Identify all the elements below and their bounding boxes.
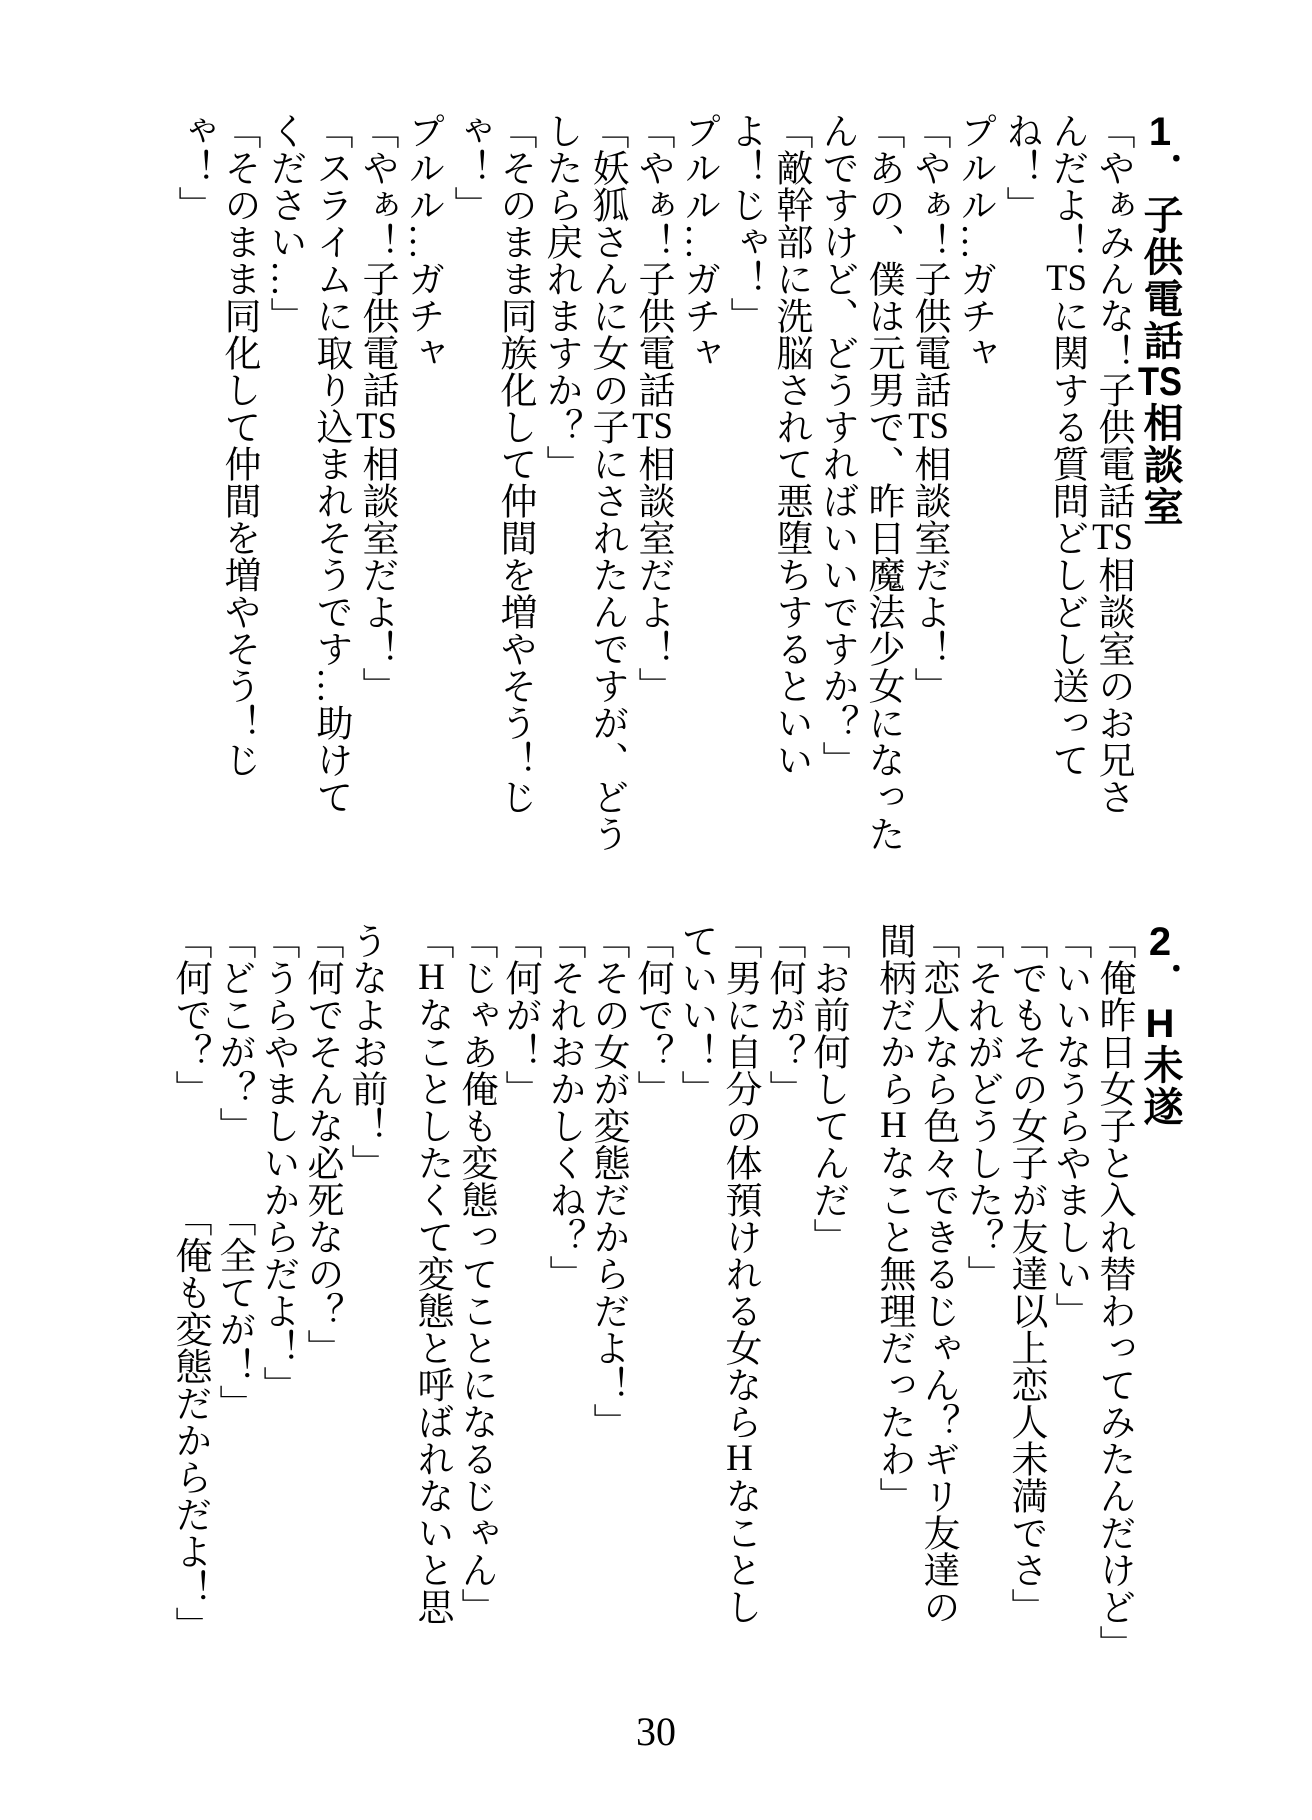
dialogue-line: 「そのまま同族化して仲間を増やそう！じ [494,112,535,815]
text-column [299,922,343,1716]
dialogue-line: ゃ！」 [448,112,489,223]
dialogue-line: 「何が！」 [499,922,540,1107]
text-column [255,922,299,1716]
text-column [721,112,767,914]
dialogue-line: んだよ！TSに関する質問どしどし送って [1046,112,1087,778]
text-column [767,112,813,914]
text-column [1003,922,1047,1716]
text-column [871,922,915,1716]
section-1-body [169,112,1135,914]
tatechuyoko-run: H [1145,1004,1175,1044]
tatechuyoko-run: H [418,959,445,996]
text-column [353,112,399,914]
dialogue-line: 「Hなことしたくて変態と呼ばれないと思 [411,922,452,1625]
text-column [675,112,721,914]
dialogue-line: 「スライムに取り込まれそうです…助けて [310,112,351,815]
dialogue-line: 「何でそんな必死なの？」 [301,922,342,1366]
dialogue-line: 「でもその女子が友達以上恋人未満でさ」 [1005,922,1046,1625]
text-column [169,112,215,914]
text-column [673,922,717,1716]
text-column [1089,112,1135,914]
section-2-title: 2．H未遂 [1138,922,1182,1128]
dialogue-line: したら戻れますか？」 [540,112,581,482]
dialogue-line: 「やぁ！子供電話TS相談室だよ！」 [356,112,397,704]
text-column [629,112,675,914]
text-column [585,922,629,1716]
text-column [583,112,629,914]
tatechuyoko-run: TS [1046,260,1087,297]
dialogue-line: ゃ！」 [172,112,213,223]
dialogue-line: 間柄だからHなこと無理だったわ」 [873,922,914,1514]
section-1 [169,112,1185,914]
dialogue-line: 「うらやましいからだよ！」 [257,922,298,1403]
text-column [1091,922,1135,1716]
text-column [453,922,497,1716]
dialogue-line: 「いいなうらやましい」 [1049,922,1090,1329]
text-column [761,922,805,1716]
text-column [399,112,445,914]
text-column [905,112,951,914]
text-column [541,922,585,1716]
tatechuyoko-run: H [726,1440,753,1477]
dialogue-line: 「妖狐さんに女の子にされたんですが、どう [586,112,627,852]
dialogue-line: 「恋人なら色々できるじゃん？ギリ友達の [917,922,958,1625]
dialogue-line: 「やぁ！子供電話TS相談室だよ！」 [632,112,673,704]
text-column [859,112,905,914]
text-column [445,112,491,914]
text-column [959,922,1003,1716]
dialogue-line: 「俺も変態だからだよ！」 [169,1218,210,1644]
dialogue-line: 「それおかしくね？」 [543,922,584,1292]
dialogue-line: 「男に自分の体預けれる女ならHなことし [719,922,760,1625]
text-column [261,112,307,914]
tatechuyoko-run: TS [356,408,397,445]
text-column [1047,922,1091,1716]
dialogue-line: んですけど、どうすればいいですか？」 [816,112,857,778]
dialogue-line: 「あの、僕は元男で、昨日魔法少女になった [862,112,903,852]
tatechuyoko-run: TS [632,408,673,445]
dialogue-line: 「やぁみんな！子供電話TS相談室のお兄さ [1092,112,1133,815]
text-column [307,112,353,914]
dialogue-line: 「全てが！」 [213,1218,254,1422]
dialogue-line: 「その女が変態だからだよ！」 [587,922,628,1440]
dialogue-line: 「何で？」 [631,922,672,1107]
dialogue-line: 「敵幹部に洗脳されて悪堕ちするといい [770,112,811,778]
text-column [409,922,453,1716]
tatechuyoko-run: 1 [1148,112,1172,152]
section-1-title: 1．子供電話TS相談室 [1138,112,1182,528]
text-column [167,922,211,1716]
dialogue-line: 「何で？」 [169,922,210,1107]
dialogue-line: よ！じゃ！」 [724,112,765,334]
text-column [211,922,255,1716]
text-column [997,112,1043,914]
text-column [805,922,849,1716]
dialogue-line: プルル…ガチャ [954,112,995,371]
text-column [343,922,387,1716]
text-column [537,112,583,914]
tatechuyoko-run: TS [908,408,949,445]
dialogue-line: 「じゃあ俺も変態ってことになるじゃん」 [455,922,496,1625]
tatechuyoko-run: TS [1092,519,1133,556]
tatechuyoko-run: TS [1138,362,1182,402]
dialogue-line: プルル…ガチャ [678,112,719,371]
dialogue-line: 「どこが？」 [213,922,254,1144]
text-column [951,112,997,914]
tatechuyoko-run: H [880,1107,907,1144]
dialogue-line: うなよお前！」 [345,922,386,1181]
text-column [915,922,959,1716]
page-number: 30 [636,1709,676,1754]
text-column [717,922,761,1716]
dialogue-line: 「何が？」 [763,922,804,1107]
text-column [813,112,859,914]
dialogue-line: 「そのまま同化して仲間を増やそう！じ [218,112,259,778]
text-column [497,922,541,1716]
dialogue-line: 「やぁ！子供電話TS相談室だよ！」 [908,112,949,704]
dialogue-line: 「それがどうした？」 [961,922,1002,1292]
text-column [491,112,537,914]
dialogue-line: 「俺昨日女子と入れ替わってみたんだけど」 [1093,922,1134,1662]
text-column [629,922,673,1716]
dialogue-line: プルル…ガチャ [402,112,443,371]
dialogue-line: 「お前何してんだ」 [807,922,848,1255]
section-2-body [167,922,1135,1716]
section-2 [167,922,1185,1716]
dialogue-line: ください…」 [264,112,305,334]
tatechuyoko-run: 2 [1148,922,1172,962]
text-column [215,112,261,914]
dialogue-line: ね！」 [1000,112,1041,223]
text-column [1043,112,1089,914]
dialogue-line: ていい！」 [675,922,716,1107]
